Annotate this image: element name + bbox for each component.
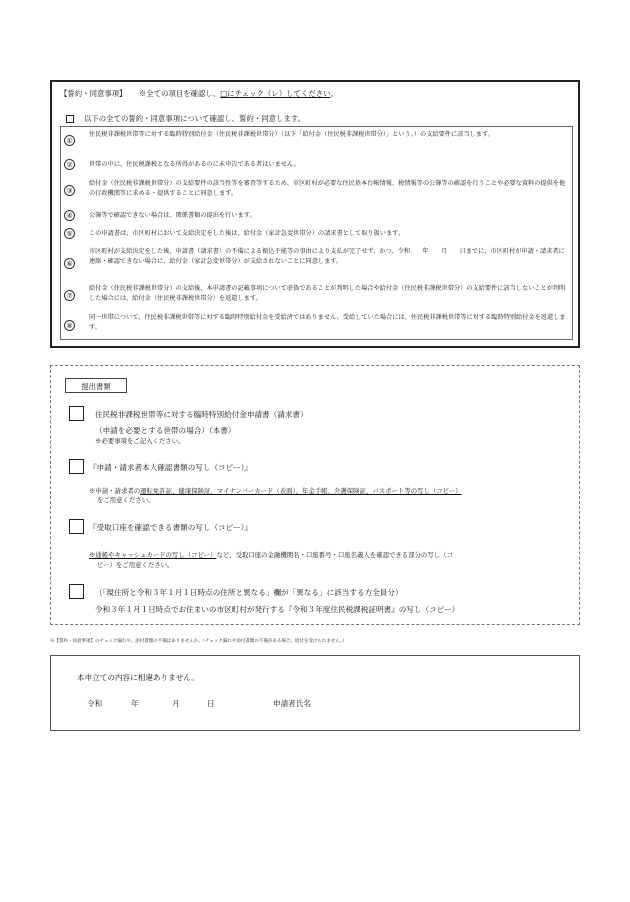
- submission-documents-section: [50, 365, 580, 625]
- item-text: この申請書は、市区町村において支給決定をした後は、給付金（家計急変世帯分）の請求書として取り扱います。: [89, 230, 405, 237]
- docs-title: 提出書類: [65, 378, 127, 393]
- doc1-title: 住民税非課税世帯等に対する臨時特別給付金申請書（請求書）: [95, 410, 308, 419]
- doc3-note-line2: ピー）をご用意ください。: [97, 561, 174, 569]
- agree-all-checkbox[interactable]: [66, 115, 74, 123]
- doc4-title: 令和３年１月１日時点でお住まいの市区町村が発行する『令和３年度住民税課税証明書』の写し（コピー）: [95, 605, 460, 614]
- doc1-subtitle: （申請を必要とする世帯の場合）（本書）: [95, 426, 236, 435]
- footnote: ※【誓約・同意事項】のチェック漏れや、添付書類の不備はありませんか。（チェック漏れや添付書類の不備がある場合、給付を受けられません。）: [50, 639, 347, 644]
- doc2-title: 『申請・請求者本人確認書類の写し（コピー）』: [89, 463, 252, 472]
- pledge-item-list: [60, 126, 573, 340]
- doc2-note-docs: 運転免許証、健康保険証、マイナンバーカード（表面）、年金手帳、介護保険証、パスポート等の写し（コピー）: [140, 487, 462, 495]
- pledge-title: 【誓約・同意事項】: [60, 89, 127, 98]
- doc1-checkbox[interactable]: [69, 406, 84, 421]
- doc4-checkbox[interactable]: [69, 584, 84, 599]
- item-text: 住民税非課税世帯等に対する臨時特別給付金（住民税非課税世帯分）（以下「給付金（住民税非課税世帯分）」という。）の支給要件に該当します。: [89, 131, 494, 138]
- item-number: ②: [64, 159, 75, 170]
- doc3-title: 『受取口座を確認できる書類の写し（コピー）』: [89, 523, 252, 532]
- agree-all-label: 以下の全ての誓約・同意事項について確認し、誓約・同意します。: [84, 114, 305, 123]
- date-year-label: 年: [131, 699, 139, 708]
- doc2-note: [89, 487, 575, 496]
- date-day-label: 日: [207, 699, 215, 708]
- pledge-section: [50, 80, 580, 348]
- pledge-instruction-end: 。: [330, 89, 338, 98]
- doc3-note-rest: など、受取口座の金融機関名・口座番号・口座名義人を確認できる部分の写し（コ: [216, 551, 453, 559]
- date-month-label: 月: [172, 699, 180, 708]
- item-text: 市区町村が支給決定をした後、申請書（請求書）の不備による振込不能等の事由により支払が完了せず、かつ、令和 年 月 日までに、市区町村が申請・請求者に連絡・確認できない場合に、給付金（家計急変世帯分）が支給されないことに同意します。: [89, 248, 565, 265]
- item-text: 公簿等で確認できない場合は、関係書類の提出を行います。: [89, 212, 256, 219]
- item-text: 給付金（住民税非課税世帯分）の支給要件の該当性等を審査等するため、市区町村が必要な住民基本台帳情報、税情報等の公簿等の確認を行うことや必要な資料の提供を他の行政機関等に求める・提供することに同意します。: [89, 180, 566, 197]
- doc3-note: [89, 551, 575, 560]
- pledge-heading: [60, 88, 338, 99]
- item-text: 世帯の中に、住民税課税となる所得があるのに未申告である者はいません。: [89, 161, 300, 168]
- item-number: ④: [64, 210, 75, 221]
- doc4-condition: （「現住所と令和３年１月１日時点の住所と異なる」欄が「異なる」に該当する方全員分）: [95, 588, 403, 597]
- item-text: 給付金（住民税非課税世帯分）の支給後、本申請書の記載事項について虚偽であることが判明した場合や給付金（住民税非課税世帯分）の支給要件に該当しないことが判明した場合には、給付金（住民税非課税世帯分）を返還します。: [89, 285, 566, 302]
- agree-all-row[interactable]: [66, 113, 305, 124]
- item-number: ③: [64, 185, 75, 196]
- pledge-instruction-underlined: □にチェック（レ）してください: [220, 89, 331, 98]
- item-number: ⑥: [64, 258, 75, 269]
- item-number: ⑧: [64, 320, 75, 331]
- doc3-note-underlined: ※通帳やキャッシュカードの写し（コピー）: [89, 551, 217, 559]
- item-text: 同一世帯について、住民税非課税世帯等に対する臨時特別給付金を受給済ではありません。受給していた場合には、住民税非課税世帯等に対する臨時特別給付金を返還します。: [89, 314, 566, 331]
- doc3-checkbox[interactable]: [69, 519, 84, 534]
- pledge-instruction: ※全ての項目を確認し、: [138, 89, 221, 98]
- signer-name-label: 申請者氏名: [273, 699, 311, 708]
- item-number: ①: [64, 135, 75, 146]
- doc2-checkbox[interactable]: [69, 459, 84, 474]
- doc1-note: ※必要事項をご記入ください。: [95, 437, 185, 445]
- item-number: ⑦: [64, 290, 75, 301]
- doc2-note-line2: をご用意ください。: [97, 496, 155, 504]
- item-number: ⑤: [64, 228, 75, 239]
- confirmation-statement: 本申立ての内容に相違ありません。: [77, 673, 199, 682]
- doc2-note-lead: ※申請・請求者の: [89, 487, 141, 495]
- confirmation-section: [50, 655, 580, 731]
- date-era: 令和: [87, 699, 103, 708]
